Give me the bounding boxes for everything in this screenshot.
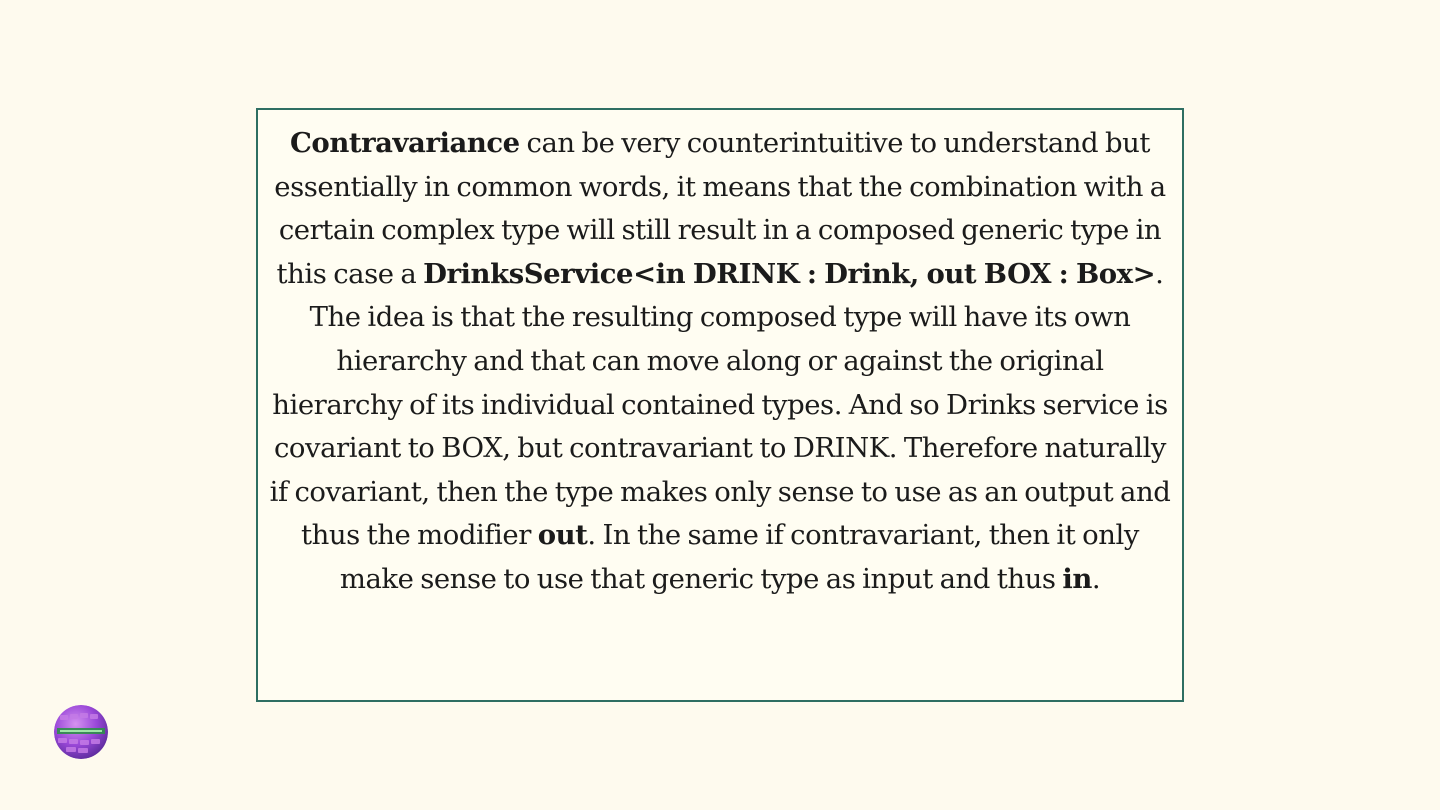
keyword-out: out [537, 519, 588, 552]
term-contravariance: Contravariance [289, 127, 520, 159]
body-paragraph [268, 122, 1172, 602]
paragraph-text-2: . The idea is that the resulting composed type will have its own hierarchy and that can move along or against the original hierarchy of its individual contained types. And so Drinks service is covariant to BOX, but contravariant to DRINK. Therefore naturally if covariant, then the type makes only sense to use as an output and thus the modifier [269, 257, 1171, 552]
paragraph-text-1: can be very counterintuitive to understand but essentially in common words, it means that the combination with a certain complex type will still result in a composed generic type in this case a [274, 127, 1166, 290]
code-drinks-service: DrinksService<in DRINK : Drink, out BOX : Box> [423, 257, 1156, 290]
keyword-in: in [1062, 562, 1092, 595]
paragraph-text-4: . [1091, 562, 1101, 595]
circular-logo-icon [54, 705, 108, 759]
text-box [256, 108, 1184, 702]
paragraph-text-3: . In the same if contravariant, then it only make sense to use that generic type as input and thus [339, 519, 1139, 595]
